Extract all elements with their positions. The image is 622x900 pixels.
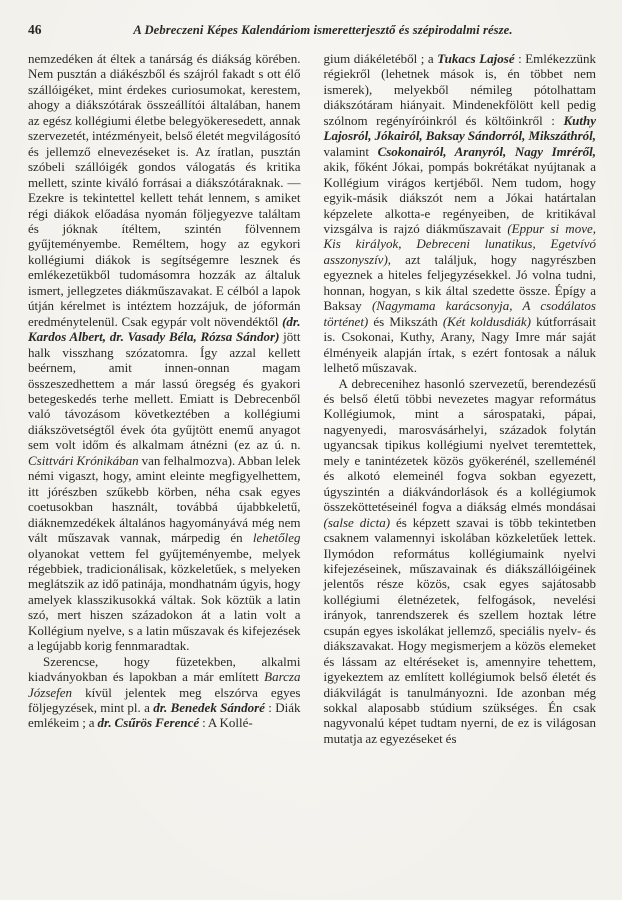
text-segment: és Mikszáth xyxy=(368,313,443,329)
text-segment: (Nagymama karácsonyja, A csodálatos történet) xyxy=(323,298,596,329)
text-segment: (Két koldusdiák) xyxy=(442,313,531,329)
text-segment: lehetőleg xyxy=(252,530,301,546)
right-column xyxy=(324,51,597,746)
text-segment: valamint xyxy=(323,143,378,159)
text-segment: nemzedéken át éltek a tanárság és diákság körében. Nem pusztán a diákészből és szájról fakadt s ott élő szállóigéket, mint érdekes curiosumokat, kerestem, ahogy a diákszótárak összeállítói általában, hanem az egész kollégiumi életbe belegyökeresedett, annak szervezetét, intézményeit, belső életét megvilágosító és jellemző elnevezéseket is. Az íratlan, pusztán szóbeli szállóigék gondos válogatás és kritika mellett, szinte kiváló forrásai a diákszótáraknak. — Ezekre is tekintettel kellett tehát lennem, s amiket régi diákok előadása nyomán följegyezve találtam és jóknak ítéltem, szintén fölvennem gyűjteményembe. Reméltem, hogy az egykori kollégiumi diákok is segítségemre lesznek és emlékezetükből tudomásomra hozzák az általuk ismert, jellegzetes diákműszavakat. E célból a lapok útján kérelmet is intéztem hozzájuk, de jóformán eredménytelenül. Csak egypár volt növendéktől xyxy=(28,51,301,329)
page-number: 46 xyxy=(28,22,42,37)
text-segment: kútforrásait is. Csokonai, Kuthy, Arany, Nagy Imre már saját élményeik alapján írtak, s ezért fontosak a náluk lelhető műszavak. xyxy=(323,313,597,376)
text-segment: dr. Csűrös Ferencé xyxy=(97,715,200,731)
text-segment: Szerencse, hogy füzetekben, alkalmi kiadványokban és lapokban a már említett xyxy=(28,653,301,685)
text-segment: : Diák emlékeim ; a xyxy=(28,700,301,731)
text-segment: és képzett szavai is több tekintetben csaknem valamennyi iskolában közkeletűek lettek. Ilymódon református kollégiumaink nyelvi kifejezéseinek, műszavainak és diákszállóigéinek jelentős része közös, csak egyes sajátosabb kollégiumi életnézetek, felfogások, nevelési irányok, tanrendszerek és szellem hoztak létre csupán egyes iskolákat jellemző, speciális nyelv- és diákszavakat. Hogy megismerjem a közös elemeket és lássam az eltéréseket is, amennyire tehettem, igyekeztem az említett kollégiumok belső életét és diákvilágát is tanulmányozni. Ide azonban még sokkal alaposabb stúdium szükséges. Én csak nagyvonalú képet tudtam nyerni, de ez is világosan mutatja az egyezéseket és xyxy=(323,514,596,746)
text-segment: van felhalmozva). Abban lelek némi vigaszt, hogy, amint eleinte megfigyelhettem, itt jórészben szűkebb körben, néha csak egyes coetusokban használt, továbbá újabbkeletű, diáknemzedékek általános hagyományává még nem vált műszavak vannak, márpedig én xyxy=(28,452,301,546)
text-segment: (Eppur si move, Kis királyok, Debreceni lunatikus, Egetvívó asszonyszív) xyxy=(323,220,596,267)
text-segment: kívül jelentek meg elszórva egyes följegyzések, mint pl. a xyxy=(28,684,301,716)
text-segment: : Emlékezzünk régiekről (lehetnek mások is, én többet nem ismerek), melyekből némileg pótolhattam diákszótáram hiányait. Mindenekfölött kell pedig szólnom regényíróinkról és költőinkről : xyxy=(323,51,596,128)
text-segment: jött halk visszhang szózatomra. Így azzal kellett beérnem, amit innen-onnan magam összeszedhettem a már lassú öregség és gyakori betegeskedés terhe mellett. Emiatt is Debrecenből való távozásom következtében a kollégiumi diákszövetségtől évek óta gyűjtött enemű anyagot sem volt időm és alkalmam átnézni (ez az ú. n. xyxy=(28,329,301,453)
text-segment: : A Kollé- xyxy=(199,715,253,731)
text-segment: gium diákéletéből ; a xyxy=(323,51,438,66)
left-column xyxy=(28,51,301,746)
text-segment: Barcza Józsefen xyxy=(28,669,301,700)
text-segment: (dr. Kardos Albert, dr. Vasady Béla, Rózsa Sándor) xyxy=(28,313,301,345)
page-header xyxy=(28,22,596,38)
paragraph xyxy=(324,376,597,747)
text-segment: Tukacs Lajosé xyxy=(437,51,515,66)
text-segment: (salse dicta) xyxy=(323,514,391,530)
running-title: A Debreczeni Képes Kalendáriom ismeretterjesztő és szépirodalmi része. xyxy=(133,23,513,37)
text-segment: Csokonairól, Aranyról, Nagy Imréről, xyxy=(377,143,597,159)
text-segment: olyanokat vettem fel gyűjteményembe, melyek régebbiek, tradicionálisak, közkeletűek, s melyeken meglátszik az idő patinája, mondhatnám úgyis, hogy amelyek klasszikusokká váltak. Sok köztük a latin szó, mert hiszen századokon át a latin volt a Kollégium nyelve, s a latin műszavak és kifejezések a legújabb korig fennmaradtak. xyxy=(28,545,301,654)
paragraph xyxy=(28,654,301,731)
text-segment: Csittvári Krónikában xyxy=(28,452,139,468)
paragraph xyxy=(324,51,597,376)
text-segment: Kuthy Lajosról, Jókairól, Baksay Sándorról, Mikszáthról, xyxy=(323,112,596,144)
paragraph xyxy=(28,51,301,654)
text-segment: , azt találjuk, hogy nagyrészben egyeznek a hiteles feljegyzésekkel. Jó volna tudni, honnan, hogyan, s kik által szedette össze. Épígy a Baksay xyxy=(323,251,596,314)
text-segment: A debrecenihez hasonló szervezetű, berendezésű és belső életű többi nevezetes magyar református Kollégiumok, mint a sárospataki, pápai, nagyenyedi, marosvásárhelyi, századok folytán ugyancsak tipikus kollégiumi nyelvet teremtettek, mely e tanintézetek közös gyökerénél, szelleménél és alkotó elemeinél fogva sokban egyezett, úgyszintén a diákvándorlások és a kollégiumok összeköttetéseinél fogva a diákság elmés mondásai xyxy=(323,375,596,515)
text-segment: akik, főként Jókai, pompás bokrétákat nyújtanak a Kollégium virágos kertjéből. Nem tudom, hogy egyik-másik diákszót nem a Jókai határtalan képzelete alkotta-e regényeiben, de kritikával vizsgálva is rajzó diákműszavait xyxy=(323,159,596,236)
text-segment: dr. Benedek Sándoré xyxy=(153,700,265,716)
text-columns xyxy=(28,51,596,746)
